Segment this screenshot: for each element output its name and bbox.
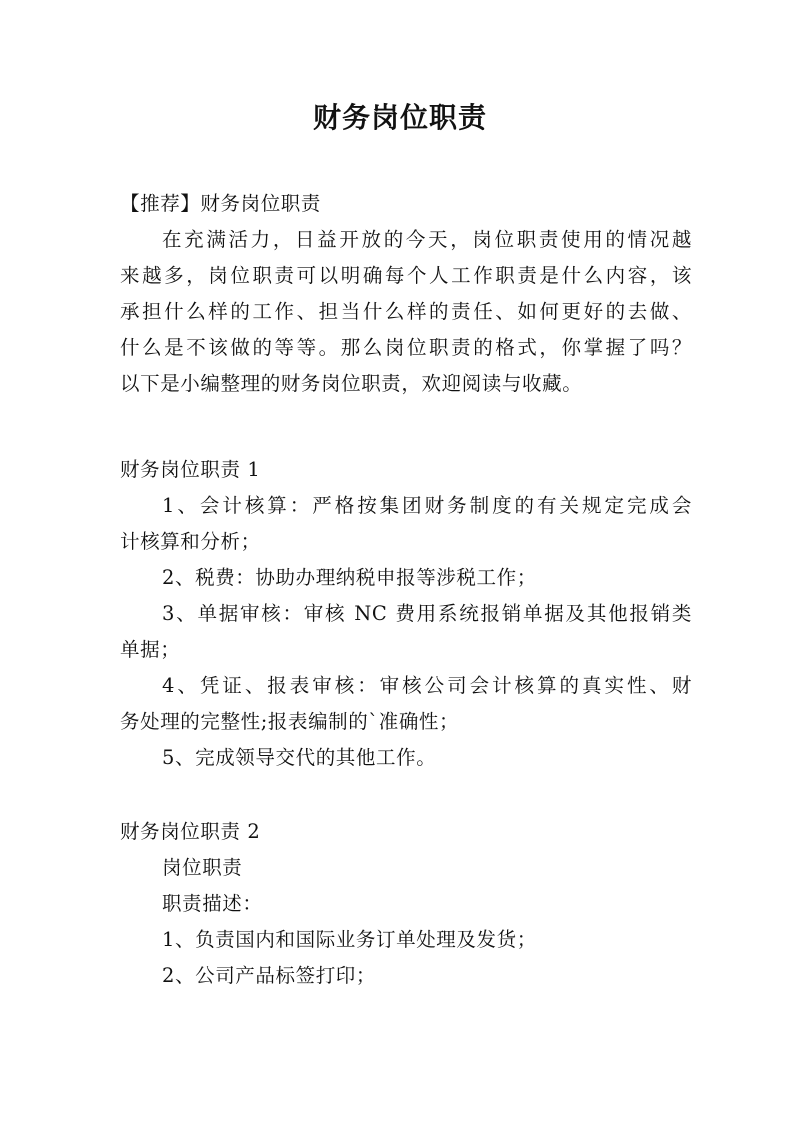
list-item: 1、负责国内和国际业务订单处理及发货； [162, 928, 537, 951]
list-item: 2、公司产品标签打印； [162, 964, 377, 987]
section-1 [120, 452, 692, 776]
document-title: 财务岗位职责 [312, 101, 487, 134]
sub-heading: 职责描述： [162, 892, 263, 915]
list-item: 2、税费：协助办理纳税申报等涉税工作； [162, 566, 537, 589]
intro-line: 承担什么样的工作、担当什么样的责任、如何更好的去做、 [120, 300, 692, 323]
list-item-continuation: 务处理的完整性;报表编制的`准确性； [120, 710, 460, 733]
intro-paragraph [120, 222, 692, 402]
section-heading: 财务岗位职责 1 [120, 458, 261, 481]
section-2 [120, 814, 692, 994]
list-item-continuation: 计核算和分析； [120, 530, 261, 553]
intro-line: 来越多，岗位职责可以明确每个人工作职责是什么内容，该 [120, 264, 692, 287]
sub-heading: 岗位职责 [162, 856, 243, 879]
intro-line: 以下是小编整理的财务岗位职责，欢迎阅读与收藏。 [120, 372, 583, 395]
list-item: 5、完成领导交代的其他工作。 [162, 746, 437, 769]
intro-line: 在充满活力，日益开放的今天，岗位职责使用的情况越 [162, 228, 692, 251]
section-heading: 财务岗位职责 2 [120, 820, 261, 843]
list-item: 3、单据审核：审核 NC 费用系统报销单据及其他报销类 [162, 602, 692, 625]
list-item: 1、会计核算：严格按集团财务制度的有关规定完成会 [162, 494, 692, 517]
document-body [120, 186, 692, 994]
intro-line: 什么是不该做的等等。那么岗位职责的格式，你掌握了吗？ [120, 336, 692, 359]
recommend-line: 【推荐】财务岗位职责 [120, 192, 322, 215]
list-item: 4、凭证、报表审核：审核公司会计核算的真实性、财 [162, 674, 692, 697]
list-item-continuation: 单据； [120, 638, 181, 661]
